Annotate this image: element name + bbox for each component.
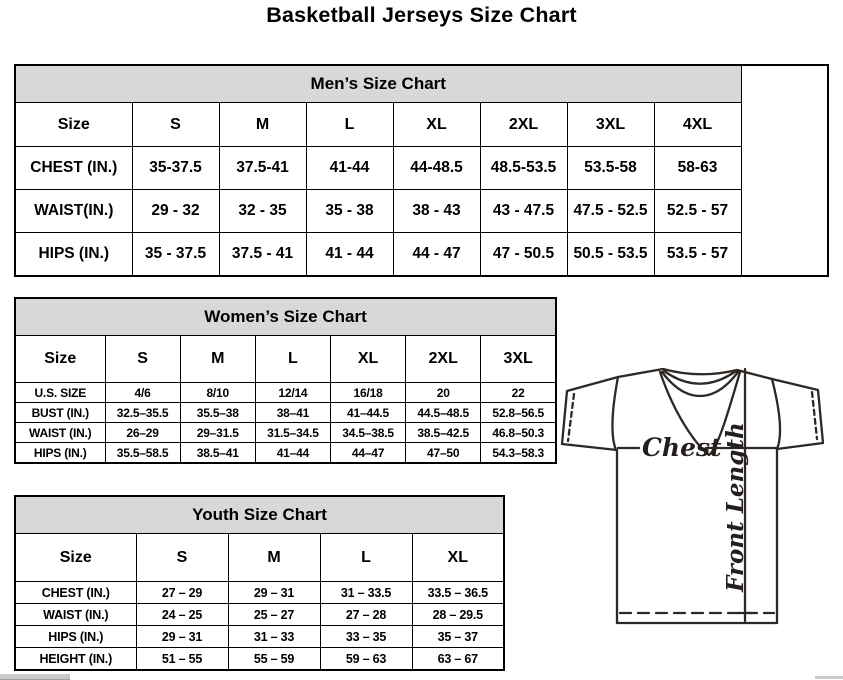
table-cell: 44.5–48.5	[406, 403, 481, 423]
table-cell: 35 - 37.5	[132, 233, 219, 277]
table-cell: 34.5–38.5	[330, 423, 405, 443]
table-header-row	[15, 534, 504, 582]
table-row	[15, 443, 556, 464]
table-cell: 32 - 35	[219, 190, 306, 233]
table-title-row	[15, 496, 504, 534]
table-row	[15, 423, 556, 443]
column-header: 2XL	[480, 103, 567, 147]
table-cell: 53.5 - 57	[654, 233, 741, 277]
mens-table-title: Men’s Size Chart	[15, 65, 741, 103]
table-cell: 28 – 29.5	[412, 604, 504, 626]
table-cell: 33.5 – 36.5	[412, 582, 504, 604]
table-cell: 46.8–50.3	[481, 423, 556, 443]
column-header: S	[105, 336, 180, 383]
column-header: M	[180, 336, 255, 383]
womens-table-title: Women’s Size Chart	[15, 298, 556, 336]
table-cell: 33 – 35	[320, 626, 412, 648]
row-label: HEIGHT (IN.)	[15, 648, 136, 671]
jersey-measurement-diagram	[556, 362, 843, 628]
table-title-row	[15, 65, 828, 103]
table-row	[15, 403, 556, 423]
column-header: Size	[15, 534, 136, 582]
table-cell: 24 – 25	[136, 604, 228, 626]
table-cell: 41–44	[255, 443, 330, 464]
table-cell: 29 – 31	[136, 626, 228, 648]
table-row	[15, 383, 556, 403]
column-header: 3XL	[481, 336, 556, 383]
youth-size-table	[14, 495, 505, 671]
table-cell: 27 – 28	[320, 604, 412, 626]
column-header: S	[132, 103, 219, 147]
table-cell: 38–41	[255, 403, 330, 423]
front-length-label: Front Length	[722, 422, 749, 592]
column-header: 3XL	[567, 103, 654, 147]
table-cell: 27 – 29	[136, 582, 228, 604]
table-cell: 25 – 27	[228, 604, 320, 626]
table-cell: 47.5 - 52.5	[567, 190, 654, 233]
table-cell: 4/6	[105, 383, 180, 403]
table-row	[15, 147, 828, 190]
table-cell: 38.5–42.5	[406, 423, 481, 443]
youth-table-title: Youth Size Chart	[15, 496, 504, 534]
row-label: BUST (IN.)	[15, 403, 105, 423]
table-row	[15, 604, 504, 626]
row-label: U.S. SIZE	[15, 383, 105, 403]
jersey-outline	[562, 369, 823, 623]
table-cell: 47 - 50.5	[480, 233, 567, 277]
row-label: HIPS (IN.)	[15, 233, 132, 277]
table-cell: 29 - 32	[132, 190, 219, 233]
table-cell: 32.5–35.5	[105, 403, 180, 423]
table-cell: 8/10	[180, 383, 255, 403]
table-cell: 16/18	[330, 383, 405, 403]
column-header: M	[219, 103, 306, 147]
row-label: WAIST (IN.)	[15, 423, 105, 443]
table-row	[15, 190, 828, 233]
table-header-row	[15, 336, 556, 383]
column-header: L	[320, 534, 412, 582]
table-cell: 26–29	[105, 423, 180, 443]
column-header: S	[136, 534, 228, 582]
table-header-row	[15, 103, 828, 147]
column-header: Size	[15, 103, 132, 147]
table-cell: 41-44	[306, 147, 393, 190]
column-header: XL	[412, 534, 504, 582]
table-cell: 35 - 38	[306, 190, 393, 233]
table-cell: 51 – 55	[136, 648, 228, 671]
table-cell: 52.5 - 57	[654, 190, 741, 233]
table-cell: 58-63	[654, 147, 741, 190]
table-cell: 55 – 59	[228, 648, 320, 671]
table-cell: 44-48.5	[393, 147, 480, 190]
table-cell: 44–47	[330, 443, 405, 464]
table-cell: 41–44.5	[330, 403, 405, 423]
table-cell: 50.5 - 53.5	[567, 233, 654, 277]
table-row	[15, 582, 504, 604]
row-label: CHEST (IN.)	[15, 147, 132, 190]
table-cell: 37.5 - 41	[219, 233, 306, 277]
table-cell: 38.5–41	[180, 443, 255, 464]
page-title: Basketball Jerseys Size Chart	[266, 3, 577, 27]
row-label: HIPS (IN.)	[15, 626, 136, 648]
column-header: 2XL	[406, 336, 481, 383]
table-cell: 53.5-58	[567, 147, 654, 190]
table-cell: 35.5–38	[180, 403, 255, 423]
table-cell: 12/14	[255, 383, 330, 403]
table-cell: 35-37.5	[132, 147, 219, 190]
horizontal-scrollbar-thumb[interactable]	[0, 674, 70, 680]
table-cell: 54.3–58.3	[481, 443, 556, 464]
womens-size-table	[14, 297, 557, 464]
table-row	[15, 233, 828, 277]
column-header: Size	[15, 336, 105, 383]
table-cell: 59 – 63	[320, 648, 412, 671]
table-cell: 63 – 67	[412, 648, 504, 671]
table-cell: 35.5–58.5	[105, 443, 180, 464]
row-label: CHEST (IN.)	[15, 582, 136, 604]
table-cell: 29 – 31	[228, 582, 320, 604]
table-cell: 20	[406, 383, 481, 403]
column-header: XL	[393, 103, 480, 147]
row-label: HIPS (IN.)	[15, 443, 105, 464]
table-cell: 52.8–56.5	[481, 403, 556, 423]
table-row	[15, 626, 504, 648]
table-cell: 31.5–34.5	[255, 423, 330, 443]
table-cell: 22	[481, 383, 556, 403]
table-cell: 41 - 44	[306, 233, 393, 277]
column-header: M	[228, 534, 320, 582]
table-cell: 43 - 47.5	[480, 190, 567, 233]
table-cell: 44 - 47	[393, 233, 480, 277]
column-header: XL	[330, 336, 405, 383]
chest-label: Chest	[642, 433, 722, 462]
row-label: WAIST(IN.)	[15, 190, 132, 233]
table-title-row	[15, 298, 556, 336]
table-cell: 31 – 33.5	[320, 582, 412, 604]
column-header: L	[255, 336, 330, 383]
table-cell: 29–31.5	[180, 423, 255, 443]
column-header: 4XL	[654, 103, 741, 147]
table-cell: 48.5-53.5	[480, 147, 567, 190]
mens-size-table	[14, 64, 829, 277]
table-cell: 35 – 37	[412, 626, 504, 648]
table-row	[15, 648, 504, 671]
row-label: WAIST (IN.)	[15, 604, 136, 626]
table-cell: 38 - 43	[393, 190, 480, 233]
table-cell: 31 – 33	[228, 626, 320, 648]
column-header: L	[306, 103, 393, 147]
table-cell: 37.5-41	[219, 147, 306, 190]
table-cell: 47–50	[406, 443, 481, 464]
